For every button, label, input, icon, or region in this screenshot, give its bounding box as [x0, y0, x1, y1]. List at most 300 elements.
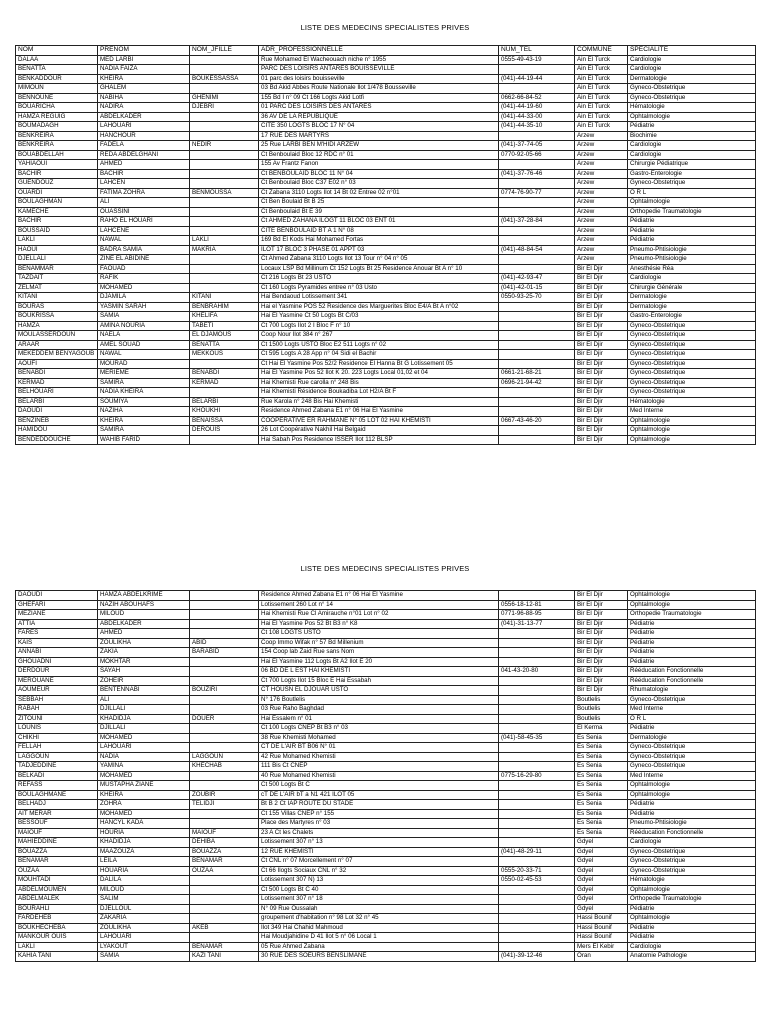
table-row: [16, 952, 756, 962]
cell-commune: Gdyel: [575, 847, 628, 857]
cell-commune: Boutlelis: [575, 714, 628, 724]
cell-nom-jfille: DEROUIS: [190, 426, 259, 436]
cell-commune: Arzew: [575, 255, 628, 265]
cell-nom: BOUKRISSA: [16, 312, 98, 322]
cell-adresse: 30 RUE DES SOEURS BENSLIMANE: [259, 952, 499, 962]
cell-nom-jfille: [190, 676, 259, 686]
table-row: [16, 188, 756, 198]
cell-telephone: [499, 714, 575, 724]
cell-telephone: (041)-31-13-77: [499, 619, 575, 629]
cell-adresse: Ct Benboulaid Bt E 39: [259, 207, 499, 217]
table-row: [16, 838, 756, 848]
cell-commune: Ain El Turck: [575, 103, 628, 113]
cell-commune: Arzew: [575, 141, 628, 151]
col-header-telephone: NUM_TEL: [499, 46, 575, 56]
table-row: [16, 800, 756, 810]
cell-adresse: Ct 700 Logts Ilot 15 Bloc E Hai Essabah: [259, 676, 499, 686]
cell-prenom: GHALEM: [98, 84, 190, 94]
cell-commune: Boutlelis: [575, 695, 628, 705]
cell-commune: Bir El Djir: [575, 629, 628, 639]
cell-nom: BENAMAR: [16, 857, 98, 867]
cell-prenom: HOUARIA: [98, 866, 190, 876]
cell-nom: BACHIR: [16, 169, 98, 179]
cell-nom-jfille: EL DJAMOUS: [190, 331, 259, 341]
cell-prenom: ZOULIKHA: [98, 923, 190, 933]
cell-nom-jfille: [190, 283, 259, 293]
cell-adresse: 111 Bis Ct CNEP: [259, 762, 499, 772]
cell-adresse: Ct 216 Logts Bt 23 USTO: [259, 274, 499, 284]
cell-specialite: Dermatologie: [628, 733, 756, 743]
cell-adresse: 03 Rue Raho Baghdad: [259, 705, 499, 715]
cell-specialite: Pédiatrie: [628, 122, 756, 132]
cell-nom: OUZAA: [16, 866, 98, 876]
cell-nom: BOUSSAID: [16, 226, 98, 236]
cell-specialite: Gyneco-Obstetrique: [628, 340, 756, 350]
cell-telephone: [499, 131, 575, 141]
cell-commune: Bir El Djir: [575, 293, 628, 303]
cell-nom: GUENDOUZ: [16, 179, 98, 189]
cell-telephone: [499, 236, 575, 246]
cell-nom: HAMZA: [16, 321, 98, 331]
cell-adresse: Hai El Yasmine Pos 52 Bt B3 n° K8: [259, 619, 499, 629]
cell-specialite: Gyneco-Obstetrique: [628, 369, 756, 379]
cell-telephone: [499, 686, 575, 696]
cell-adresse: Coop Nour Ilot 384 n° 267: [259, 331, 499, 341]
sheet-2: [15, 520, 755, 1024]
cell-telephone: 0696-21-94-42: [499, 378, 575, 388]
table-row: [16, 733, 756, 743]
cell-commune: Bir El Djir: [575, 264, 628, 274]
cell-specialite: Ophtalmologie: [628, 885, 756, 895]
cell-prenom: MOURAD: [98, 359, 190, 369]
cell-telephone: 0661-21-68-21: [499, 369, 575, 379]
table-row: [16, 207, 756, 217]
cell-nom-jfille: KAZI TANI: [190, 952, 259, 962]
cell-nom-jfille: BOUAZZA: [190, 847, 259, 857]
cell-nom-jfille: [190, 781, 259, 791]
cell-prenom: SAMIA: [98, 312, 190, 322]
cell-commune: Arzew: [575, 245, 628, 255]
table-row: [16, 676, 756, 686]
cell-prenom: BENTENNABI: [98, 686, 190, 696]
cell-nom-jfille: KHOUKHI: [190, 407, 259, 417]
cell-prenom: LAHOUARI: [98, 743, 190, 753]
cell-adresse: Ct 500 Logts Bt C 40: [259, 885, 499, 895]
cell-nom: BOUKHECHEBA: [16, 923, 98, 933]
cell-prenom: LEILA: [98, 857, 190, 867]
cell-prenom: HOURIA: [98, 828, 190, 838]
cell-nom-jfille: BOUKESSASSA: [190, 74, 259, 84]
cell-commune: Gdyel: [575, 857, 628, 867]
cell-adresse: 03 Bd Akid Abbes Route Nationale Ilot 1/478 Bousseville: [259, 84, 499, 94]
cell-nom: BOUAZZA: [16, 847, 98, 857]
cell-commune: Bir El Djir: [575, 407, 628, 417]
cell-nom: ANNABI: [16, 648, 98, 658]
cell-adresse: Ct 100 Logts CNEP Bt B3 n° 03: [259, 724, 499, 734]
cell-commune: Bir El Djir: [575, 312, 628, 322]
table-row: [16, 591, 756, 601]
cell-commune: Oran: [575, 952, 628, 962]
cell-prenom: SOUMIYA: [98, 397, 190, 407]
cell-specialite: Gyneco-Obstetrique: [628, 84, 756, 94]
cell-prenom: MED LARBI: [98, 55, 190, 65]
cell-commune: Bir El Djir: [575, 340, 628, 350]
table-row: [16, 705, 756, 715]
cell-commune: Ain El Turck: [575, 93, 628, 103]
cell-adresse: 42 Rue Mohamed Khemisti: [259, 752, 499, 762]
cell-prenom: ALI: [98, 695, 190, 705]
cell-adresse: 12 RUE KHEMISTI: [259, 847, 499, 857]
table-body-1: [16, 55, 756, 445]
table-body-2: [16, 591, 756, 962]
cell-adresse: COOPERATIVE ER RAHMANE N° 05 LOT 02 HAI KHEMISTI: [259, 416, 499, 426]
cell-telephone: [499, 914, 575, 924]
cell-nom-jfille: [190, 695, 259, 705]
cell-nom: BOUMADAGH: [16, 122, 98, 132]
cell-specialite: Chirurgie Générale: [628, 283, 756, 293]
cell-telephone: (041)-48-84-54: [499, 245, 575, 255]
cell-prenom: AHMED: [98, 629, 190, 639]
cell-telephone: (041)-39-12-46: [499, 952, 575, 962]
cell-nom: BELHADJ: [16, 800, 98, 810]
cell-adresse: Rue Karola n° 248 Bis Hai Khemisti: [259, 397, 499, 407]
cell-nom-jfille: [190, 84, 259, 94]
cell-adresse: 38 Rue Khemisti Mohamed: [259, 733, 499, 743]
cell-nom: KAIS: [16, 638, 98, 648]
table-row: [16, 743, 756, 753]
table-row: [16, 771, 756, 781]
table-row: [16, 131, 756, 141]
cell-specialite: Biochimie: [628, 131, 756, 141]
cell-telephone: [499, 226, 575, 236]
cell-nom: MAIOUF: [16, 828, 98, 838]
cell-commune: Bir El Djir: [575, 667, 628, 677]
cell-nom-jfille: TELIDJI: [190, 800, 259, 810]
cell-nom: LOUNIS: [16, 724, 98, 734]
cell-adresse: Hai El Yasmine Ct 50 Logts Bt C/03: [259, 312, 499, 322]
cell-commune: Bir El Djir: [575, 610, 628, 620]
cell-telephone: 0556-18-12-81: [499, 600, 575, 610]
cell-nom-jfille: [190, 150, 259, 160]
cell-telephone: [499, 397, 575, 407]
cell-commune: Boutlelis: [575, 705, 628, 715]
cell-specialite: O R L: [628, 188, 756, 198]
cell-nom-jfille: [190, 809, 259, 819]
table-row: [16, 762, 756, 772]
cell-adresse: Hai Bendaoud Lotissement 341: [259, 293, 499, 303]
table-row: [16, 407, 756, 417]
cell-adresse: Ct 1500 Logts USTO Bloc E2 511 Logts n° 02: [259, 340, 499, 350]
cell-nom-jfille: [190, 435, 259, 445]
cell-adresse: CT DE L'AIR BT B06 N° 01: [259, 743, 499, 753]
cell-nom: KAMECHE: [16, 207, 98, 217]
table-row: [16, 648, 756, 658]
cell-commune: Arzew: [575, 150, 628, 160]
cell-prenom: NAWAL: [98, 236, 190, 246]
table-row: [16, 876, 756, 886]
cell-adresse: Residence Ahmed Zabana E1 n° 06 Hai El Yasmine: [259, 407, 499, 417]
cell-nom: BOULAGHMANE: [16, 790, 98, 800]
cell-prenom: KHEIRA: [98, 790, 190, 800]
cell-specialite: Hématologie: [628, 876, 756, 886]
cell-telephone: (041)-44-19-60: [499, 103, 575, 113]
cell-adresse: Ct 66 Ilogts Sociaux CNL n° 32: [259, 866, 499, 876]
table-row: [16, 245, 756, 255]
cell-nom-jfille: [190, 904, 259, 914]
cell-specialite: Gyneco-Obstetrique: [628, 847, 756, 857]
cell-adresse: Ct Zabana 3110 Logts Ilot 14 Bt 02 Entree 02 n°01: [259, 188, 499, 198]
cell-commune: Es Senia: [575, 771, 628, 781]
cell-nom: HAMIDOU: [16, 426, 98, 436]
cell-telephone: [499, 255, 575, 265]
cell-adresse: Lotissement 307 n° 13: [259, 838, 499, 848]
cell-nom-jfille: [190, 743, 259, 753]
cell-specialite: Pédiatrie: [628, 724, 756, 734]
cell-commune: Bir El Djir: [575, 369, 628, 379]
cell-nom: REFASS: [16, 781, 98, 791]
cell-nom: YAHIAOUI: [16, 160, 98, 170]
cell-prenom: AHMED: [98, 160, 190, 170]
table-row: [16, 312, 756, 322]
cell-adresse: Ct 155 Villas CNEP n° 155: [259, 809, 499, 819]
cell-telephone: [499, 638, 575, 648]
cell-telephone: [499, 207, 575, 217]
cell-specialite: Gyneco-Obstetrique: [628, 762, 756, 772]
cell-nom-jfille: ABID: [190, 638, 259, 648]
cell-nom: BESSOUF: [16, 819, 98, 829]
cell-specialite: Cardiologie: [628, 150, 756, 160]
table-row: [16, 657, 756, 667]
table-row: [16, 321, 756, 331]
cell-nom-jfille: DJEBRI: [190, 103, 259, 113]
cell-nom: BELARBI: [16, 397, 98, 407]
cell-nom-jfille: [190, 885, 259, 895]
cell-telephone: [499, 350, 575, 360]
cell-telephone: [499, 426, 575, 436]
cell-prenom: NABIHA: [98, 93, 190, 103]
table-row: [16, 914, 756, 924]
table-row: [16, 141, 756, 151]
table-row: [16, 217, 756, 227]
cell-nom: MEZIANE: [16, 610, 98, 620]
col-header-nom-jfille: NOM_JFILLE: [190, 46, 259, 56]
cell-adresse: Ct CNL n° 07 Morcellement n° 07: [259, 857, 499, 867]
cell-telephone: (041)-42-01-15: [499, 283, 575, 293]
col-header-specialite: SPECIALITE: [628, 46, 756, 56]
cell-commune: Es Senia: [575, 828, 628, 838]
cell-nom: HAOUI: [16, 245, 98, 255]
table-row: [16, 65, 756, 75]
cell-telephone: [499, 591, 575, 601]
cell-specialite: Ophtalmologie: [628, 112, 756, 122]
cell-nom-jfille: [190, 65, 259, 75]
cell-specialite: Pneumo-Phtisiologie: [628, 819, 756, 829]
doctors-table-2: [15, 590, 756, 962]
table-row: [16, 293, 756, 303]
sheet-1: [15, 0, 755, 520]
cell-nom: FELLAH: [16, 743, 98, 753]
cell-commune: Arzew: [575, 188, 628, 198]
cell-telephone: (041)-58-45-35: [499, 733, 575, 743]
cell-adresse: 23 A Ct les Chalets: [259, 828, 499, 838]
cell-adresse: N° 09 Rue Oussalah: [259, 904, 499, 914]
cell-nom-jfille: KITANI: [190, 293, 259, 303]
cell-nom-jfille: NEDIR: [190, 141, 259, 151]
cell-commune: Arzew: [575, 226, 628, 236]
cell-telephone: [499, 657, 575, 667]
cell-adresse: ILOT 17 BLOC 3 PHASE 01 APPT 03: [259, 245, 499, 255]
cell-specialite: Orthopedie Traumatologie: [628, 610, 756, 620]
cell-telephone: 0662-66-84-52: [499, 93, 575, 103]
cell-adresse: Ct Ben Boulaid Bt B 25: [259, 198, 499, 208]
cell-adresse: Hai Sabah Pos Residence ISSER Ilot 112 BLSP: [259, 435, 499, 445]
cell-adresse: cT DE L'AIR bT a N1 421 ILOT 05: [259, 790, 499, 800]
cell-adresse: Ct 700 Logts Ilot 2 I Bloc F n° 10: [259, 321, 499, 331]
cell-nom: BELHOUARI: [16, 388, 98, 398]
cell-adresse: Lotissement 307 n° 18: [259, 895, 499, 905]
cell-telephone: [499, 904, 575, 914]
cell-specialite: Pédiatrie: [628, 800, 756, 810]
table-row: [16, 160, 756, 170]
cell-telephone: (041)-37-76-46: [499, 169, 575, 179]
cell-nom: ZITOUNI: [16, 714, 98, 724]
table-row: [16, 274, 756, 284]
cell-commune: Gdyel: [575, 876, 628, 886]
cell-nom: MAHIEDDINE: [16, 838, 98, 848]
table-row: [16, 857, 756, 867]
cell-prenom: FADELA: [98, 141, 190, 151]
cell-commune: Ain El Turck: [575, 74, 628, 84]
cell-commune: Ain El Turck: [575, 65, 628, 75]
cell-nom: BOURAS: [16, 302, 98, 312]
cell-adresse: Hai Essalem n° 01: [259, 714, 499, 724]
cell-prenom: DJELLOUL: [98, 904, 190, 914]
cell-adresse: Lotissement 260 Lot n° 14: [259, 600, 499, 610]
cell-telephone: [499, 648, 575, 658]
cell-adresse: Place des Martyres n° 03: [259, 819, 499, 829]
cell-nom: AIT MERAR: [16, 809, 98, 819]
cell-commune: Arzew: [575, 217, 628, 227]
cell-nom-jfille: BENBRAHIM: [190, 302, 259, 312]
cell-nom-jfille: [190, 724, 259, 734]
cell-adresse: PARC DES LOISIRS ANTARES BOUISSEVILLE: [259, 65, 499, 75]
cell-nom: MEROUANE: [16, 676, 98, 686]
cell-nom: BENAMMAR: [16, 264, 98, 274]
cell-nom-jfille: [190, 629, 259, 639]
cell-nom: MOUHTADI: [16, 876, 98, 886]
cell-commune: Mers El Kebir: [575, 942, 628, 952]
cell-adresse: 155 Av Frantz Fanon: [259, 160, 499, 170]
cell-nom-jfille: LAGGOUN: [190, 752, 259, 762]
cell-telephone: (041)-37-28-84: [499, 217, 575, 227]
cell-prenom: NAWAL: [98, 350, 190, 360]
cell-nom-jfille: BOUZIRI: [190, 686, 259, 696]
cell-nom-jfille: BENAMAR: [190, 942, 259, 952]
cell-specialite: Ophtalmologie: [628, 198, 756, 208]
cell-prenom: KHEIRA: [98, 416, 190, 426]
cell-telephone: [499, 388, 575, 398]
cell-telephone: [499, 762, 575, 772]
cell-adresse: Hai Khemisti Résidence Boukadiba Lot H2/A Bt F: [259, 388, 499, 398]
cell-specialite: Pédiatrie: [628, 657, 756, 667]
cell-nom-jfille: BARABID: [190, 648, 259, 658]
cell-adresse: CT HOUSN EL DJOUAR USTO: [259, 686, 499, 696]
cell-specialite: Gyneco-Obstetrique: [628, 359, 756, 369]
cell-prenom: ZAKARIA: [98, 914, 190, 924]
cell-specialite: Gyneco-Obstetrique: [628, 695, 756, 705]
cell-nom-jfille: MAKRIA: [190, 245, 259, 255]
cell-nom-jfille: BENMOUSSA: [190, 188, 259, 198]
cell-nom: BENATTA: [16, 65, 98, 75]
table-row: [16, 942, 756, 952]
cell-specialite: Gyneco-Obstetrique: [628, 752, 756, 762]
cell-prenom: OUASSINI: [98, 207, 190, 217]
cell-telephone: [499, 828, 575, 838]
cell-nom: MANKOUR OUIS: [16, 933, 98, 943]
cell-commune: El Kerma: [575, 724, 628, 734]
cell-nom-jfille: [190, 131, 259, 141]
cell-nom-jfille: [190, 274, 259, 284]
cell-telephone: 0771-96-88-95: [499, 610, 575, 620]
cell-nom-jfille: [190, 179, 259, 189]
cell-adresse: 36 AV DE LA REPUBLIQUE: [259, 112, 499, 122]
cell-telephone: 0775-16-29-80: [499, 771, 575, 781]
cell-prenom: NAZIH ABOUHAFS: [98, 600, 190, 610]
cell-nom-jfille: [190, 112, 259, 122]
cell-nom: BENNOUNE: [16, 93, 98, 103]
cell-prenom: KHADIDJA: [98, 714, 190, 724]
cell-adresse: Hai Khemisti Rue Cl Amirauche n°01 Lot n° 02: [259, 610, 499, 620]
cell-adresse: N° 176 Boutlelis: [259, 695, 499, 705]
cell-telephone: [499, 695, 575, 705]
cell-commune: Arzew: [575, 198, 628, 208]
table-row: [16, 150, 756, 160]
table-row: [16, 397, 756, 407]
cell-commune: Hassi Bounif: [575, 933, 628, 943]
cell-telephone: [499, 942, 575, 952]
cell-prenom: ZINE EL ABIDINE: [98, 255, 190, 265]
table-row: [16, 933, 756, 943]
cell-specialite: Rééducation Fonctionnelle: [628, 828, 756, 838]
cell-nom-jfille: KHELIFA: [190, 312, 259, 322]
table-row: [16, 724, 756, 734]
cell-nom: MEKEDDEM BENYAGOUB: [16, 350, 98, 360]
cell-nom-jfille: GHENIMI: [190, 93, 259, 103]
cell-telephone: [499, 800, 575, 810]
cell-prenom: LAHOUARI: [98, 122, 190, 132]
cell-commune: Arzew: [575, 207, 628, 217]
cell-specialite: Ophtalmologie: [628, 600, 756, 610]
cell-telephone: [499, 264, 575, 274]
cell-telephone: [499, 819, 575, 829]
cell-nom-jfille: [190, 55, 259, 65]
cell-nom: AOUFI: [16, 359, 98, 369]
cell-commune: Hassi Bounif: [575, 914, 628, 924]
cell-commune: Bir El Djir: [575, 388, 628, 398]
cell-nom: AOUMEUR: [16, 686, 98, 696]
cell-adresse: Hai El Yasmine Pos 52 Ilot K 20. 223 Logts Local 01,02 et 04: [259, 369, 499, 379]
cell-specialite: Ophtalmologie: [628, 914, 756, 924]
table-row: [16, 828, 756, 838]
cell-specialite: Gyneco-Obstetrique: [628, 331, 756, 341]
cell-telephone: [499, 838, 575, 848]
cell-nom: DAOUDI: [16, 591, 98, 601]
cell-commune: Bir El Djir: [575, 350, 628, 360]
cell-nom: ABDELMALEK: [16, 895, 98, 905]
cell-adresse: Locaux LSP Bd Millinum Ct 152 Logts Bt 25 Residence Anouar Bt A n° 10: [259, 264, 499, 274]
cell-adresse: Coop Immo Wifak n° 57 Bd Millenium: [259, 638, 499, 648]
cell-nom-jfille: ZOUBIR: [190, 790, 259, 800]
